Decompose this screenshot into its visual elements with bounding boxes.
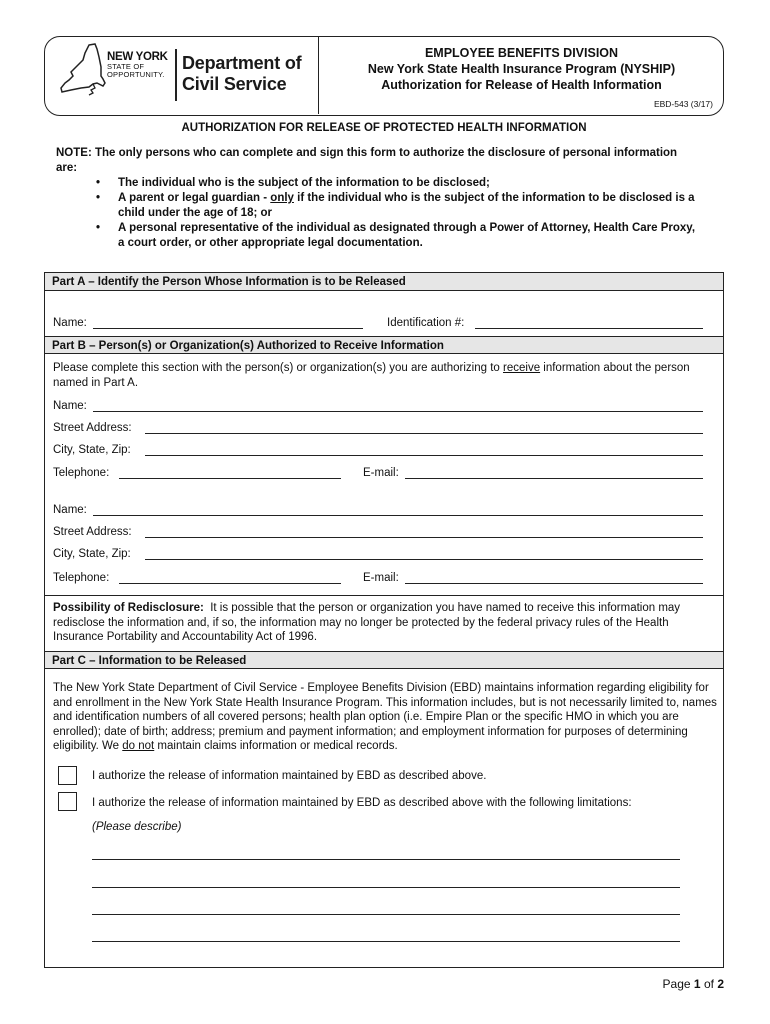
redisclosure-label: Possibility of Redisclosure:	[53, 602, 204, 614]
recipient-2-street-field[interactable]	[145, 537, 703, 538]
part-c-description	[53, 681, 718, 754]
note-bullet-list	[96, 176, 696, 251]
page-of: of	[703, 977, 714, 991]
recipient-1-phone-label: Telephone:	[53, 467, 110, 479]
part-a-id-label: Identification #:	[387, 317, 465, 329]
recipient-1-phone-field[interactable]	[119, 478, 341, 479]
part-b-intro-suffix: information about the person named in Part A.	[53, 362, 690, 389]
recipient-2-email-field[interactable]	[405, 583, 703, 584]
page-current: 1	[693, 977, 701, 991]
recipient-1-city-label: City, State, Zip:	[53, 444, 131, 456]
ny-wordmark-line2: STATE OF	[107, 62, 145, 71]
authorization-form	[44, 272, 724, 968]
department-name-line1: Department of	[182, 53, 302, 73]
department-name	[182, 53, 301, 95]
part-b-intro-underlined: receive	[503, 362, 541, 374]
part-c-text-underlined: do not	[122, 740, 155, 752]
note-bullet	[96, 176, 696, 191]
authorize-full-release-label: I authorize the release of information maintained by EBD as described above.	[92, 770, 487, 782]
part-c-text-prefix: The New York State Department of Civil Service - Employee Benefits Division (EBD) maintains information regarding eligibility for and enrollment in the New York State Health Insurance Program. This information includes, but is not necessarily limited to, names and identification numbers of all covered persons; health plan option (i.e. Empire Plan or the specific HMO in which you are enrolled); date of birth; address; premium and payment information; and employment information for purposes of determining eligibility. We	[53, 682, 717, 752]
authorize-limited-release-checkbox[interactable]	[58, 792, 77, 811]
ny-wordmark-line3: OPPORTUNITY.	[107, 70, 165, 79]
bullet-symbol: •	[96, 222, 101, 234]
authorize-full-release-checkbox[interactable]	[58, 766, 77, 785]
header-box	[44, 36, 724, 116]
recipient-2-city-field[interactable]	[145, 559, 703, 560]
note-bullet-underlined: only	[270, 192, 294, 204]
limitations-line-3[interactable]	[92, 914, 680, 915]
recipient-2-phone-label: Telephone:	[53, 572, 110, 584]
eligibility-note	[56, 146, 696, 251]
limitations-line-4[interactable]	[92, 941, 680, 942]
authorize-limited-release-label: I authorize the release of information maintained by EBD as described above with the following limitations:	[92, 797, 632, 809]
limitations-line-1[interactable]	[92, 859, 680, 860]
recipient-1-email-label: E-mail:	[363, 467, 399, 479]
recipient-1-street-label: Street Address:	[53, 422, 132, 434]
ny-wordmark-line1: NEW YORK	[107, 51, 168, 63]
part-c-text-suffix: maintain claims information or medical records.	[154, 740, 398, 752]
recipient-1-email-field[interactable]	[405, 478, 703, 479]
agency-logo	[45, 37, 319, 114]
bullet-symbol: •	[96, 177, 101, 189]
logo-divider	[175, 49, 177, 101]
part-a-name-field[interactable]	[93, 328, 363, 329]
part-c-heading: Part C – Information to be Released	[45, 651, 723, 669]
ny-state-map-icon	[59, 43, 107, 99]
part-a-name-label: Name:	[53, 317, 87, 329]
redisclosure-text: It is possible that the person or organization you have named to receive this information may redisclose the information and, if so, the information may no longer be protected by the federal privacy rules of the Health Insurance Portability and Accountability Act of 1996.	[53, 602, 681, 643]
recipient-2-name-label: Name:	[53, 504, 87, 516]
recipient-2-name-field[interactable]	[93, 515, 703, 516]
recipient-2-city-label: City, State, Zip:	[53, 548, 131, 560]
recipient-1-name-label: Name:	[53, 400, 87, 412]
recipient-2-street-label: Street Address:	[53, 526, 132, 538]
part-b-intro-prefix: Please complete this section with the person(s) or organization(s) you are authorizing to	[53, 362, 504, 374]
form-code: EBD-543 (3/17)	[653, 99, 713, 109]
note-bullet	[96, 191, 696, 221]
page-total: 2	[717, 977, 724, 991]
form-header-title	[320, 45, 723, 93]
note-bullet-suffix: if the individual who is the subject of the information to be disclosed is a child under the age of 18; or	[118, 192, 695, 219]
department-name-line2: Civil Service	[182, 74, 287, 94]
division-title: EMPLOYEE BENEFITS DIVISION	[424, 46, 619, 60]
recipient-1-city-field[interactable]	[145, 455, 703, 456]
redisclosure-notice	[53, 601, 718, 645]
recipient-1-street-field[interactable]	[145, 433, 703, 434]
note-intro: NOTE: The only persons who can complete and sign this form to authorize the disclosure of personal information are:	[56, 147, 678, 174]
note-bullet-text: The individual who is the subject of the information to be disclosed;	[118, 177, 490, 189]
ny-wordmark	[107, 51, 171, 79]
page-title: AUTHORIZATION FOR RELEASE OF PROTECTED HEALTH INFORMATION	[181, 122, 587, 134]
note-bullet	[96, 221, 696, 251]
recipient-2-phone-field[interactable]	[119, 583, 341, 584]
note-bullet-prefix: A parent or legal guardian -	[118, 192, 271, 204]
recipient-2-email-label: E-mail:	[363, 572, 399, 584]
limitations-line-2[interactable]	[92, 887, 680, 888]
limitations-hint: (Please describe)	[92, 821, 182, 833]
page-word: Page	[662, 977, 691, 991]
program-title: New York State Health Insurance Program (NYSHIP)	[367, 62, 676, 76]
recipient-1-name-field[interactable]	[93, 411, 703, 412]
bullet-symbol: •	[96, 192, 101, 204]
part-b-heading: Part B – Person(s) or Organization(s) Authorized to Receive Information	[45, 336, 723, 354]
form-title: Authorization for Release of Health Information	[381, 78, 662, 92]
part-a-heading: Part A – Identify the Person Whose Information is to be Released	[45, 273, 723, 291]
page-number	[663, 977, 724, 991]
redisclosure-divider	[45, 595, 723, 596]
part-a-id-field[interactable]	[475, 328, 703, 329]
part-b-intro	[53, 361, 718, 390]
note-bullet-text: A personal representative of the individual as designated through a Power of Attorney, Health Care Proxy, a court order, or other appropriate legal documentation.	[118, 222, 696, 249]
